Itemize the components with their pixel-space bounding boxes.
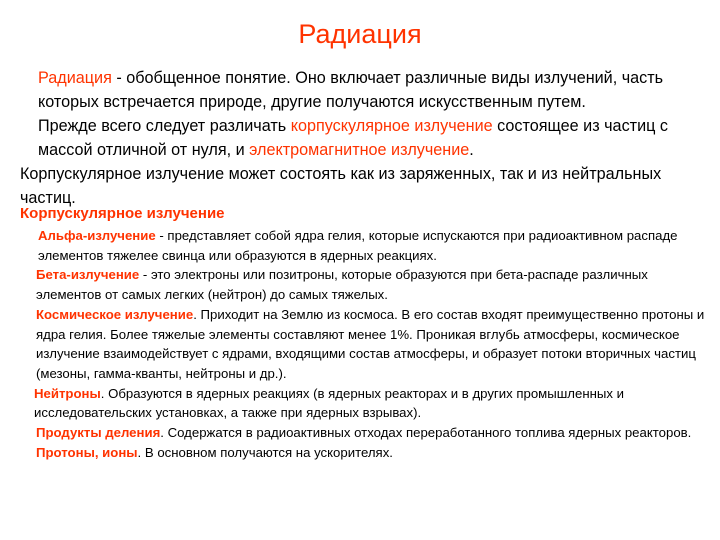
term-electromagnetic: электромагнитное излучение bbox=[249, 141, 470, 159]
term-alpha: Альфа-излучение bbox=[38, 228, 156, 243]
term-cosmic: Космическое излучение bbox=[36, 306, 194, 322]
slide-title: Радиация bbox=[298, 19, 422, 49]
term-beta: Бета-излучение bbox=[36, 267, 140, 283]
intro-paragraph-2 bbox=[20, 114, 715, 162]
list-item-protons-ions bbox=[20, 443, 714, 463]
fission-products-description: . Содержатся в радиоактивных отходах переработанного топлива ядерных реакторов. bbox=[160, 425, 692, 441]
protons-ions-description: . В основном получаются на ускорителях. bbox=[137, 444, 393, 460]
term-neutrons: Нейтроны bbox=[34, 385, 101, 401]
list-item-cosmic bbox=[20, 305, 714, 384]
term-protons-ions: Протоны, ионы bbox=[36, 444, 138, 460]
beta-description: - это электроны или позитроны, которые образуются при бета-распаде различных элементов от самых легких (нейтрон) до самых тяжелых. bbox=[36, 267, 648, 303]
intro-block bbox=[20, 66, 715, 210]
intro-paragraph-1 bbox=[20, 66, 715, 114]
term-corpuscular: корпускулярное излучение bbox=[290, 117, 493, 135]
alpha-description: - представляет собой ядра гелия, которые испускаются при радиоактивном распаде элементов тяжелее свинца или образуются в ядерных реакциях. bbox=[38, 228, 678, 263]
neutrons-description: . Образуются в ядерных реакциях (в ядерных реакторах и в других промышленных и исследовательских установках, а также при ядерных взрывах). bbox=[34, 385, 624, 421]
list-item-neutrons bbox=[20, 384, 714, 423]
list-item-fission-products bbox=[20, 423, 714, 443]
intro-paragraph-3: Корпускулярное излучение может состоять как из заряженных, так и из нейтральных частиц. bbox=[20, 165, 662, 207]
term-radiation: Радиация bbox=[38, 69, 112, 87]
intro-paragraph-2-end: . bbox=[469, 141, 474, 159]
intro-paragraph-2-start: Прежде всего следует различать bbox=[38, 117, 291, 135]
cosmic-description: . Приходит на Землю из космоса. В его состав входят преимущественно протоны и ядра гелия. Более тяжелые элементы составляют менее 1%. Проникая вглубь атмосферы, космическое излучение взаимодействует с ядрами, входящими состав атмосферы, и образует потоки вторичных частиц (мезоны, гамма-кванты, нейтроны и др.). bbox=[36, 306, 705, 381]
intro-paragraph-1-text: - обобщенное понятие. Оно включает различные виды излучений, часть которых встречается природе, другие получаются искусственным путем. bbox=[38, 69, 664, 111]
list-item-beta bbox=[20, 265, 714, 304]
intro-paragraph-2-mid: состоящее из частиц с массой отличной от нуля, и bbox=[38, 117, 668, 159]
section-heading: Корпускулярное излучение bbox=[20, 205, 225, 222]
term-fission-products: Продукты деления bbox=[36, 425, 161, 441]
radiation-types-list bbox=[20, 226, 714, 462]
list-item-alpha bbox=[20, 226, 714, 265]
